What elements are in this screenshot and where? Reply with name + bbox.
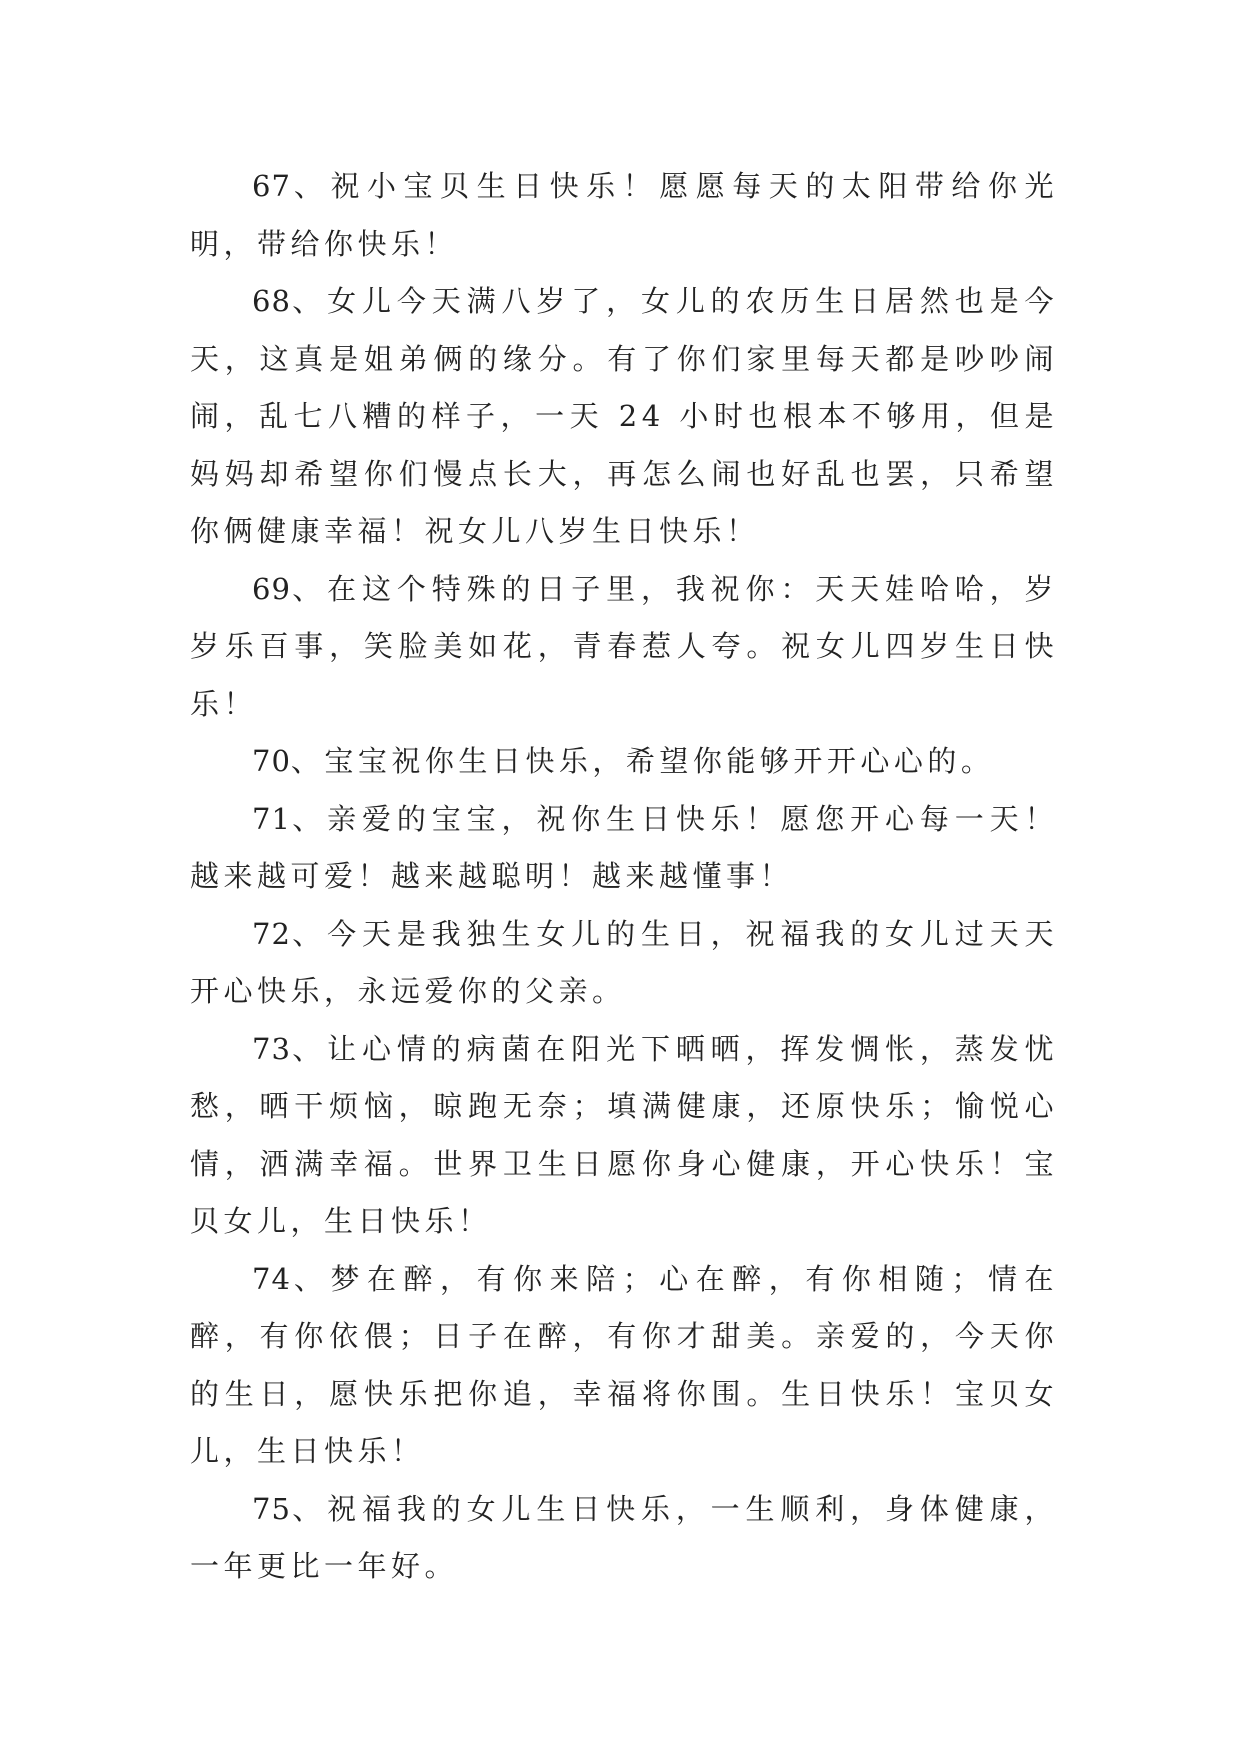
paragraph-text: 、梦在醉，有你来陪；心在醉，有你相随；情在醉，有你依偎；日子在醉，有你才甜美。亲爱的，今天你的生日，愿快乐把你追，幸福将你围。生日快乐！宝贝女儿，生日快乐！ bbox=[190, 1261, 1058, 1468]
paragraph-text: 、让心情的病菌在阳光下晒晒，挥发惆怅，蒸发忧愁，晒干烦恼，晾跑无奈；填满健康，还原快乐；愉悦心情，洒满幸福。世界卫生日愿你身心健康，开心快乐！宝贝女儿，生日快乐！ bbox=[190, 1031, 1058, 1238]
paragraph-text: 、祝福我的女儿生日快乐，一生顺利，身体健康，一年更比一年好。 bbox=[190, 1491, 1058, 1583]
paragraph-68 bbox=[190, 273, 1058, 561]
paragraph-71 bbox=[190, 791, 1058, 906]
paragraph-number: 68 bbox=[252, 284, 291, 318]
paragraph-number: 70 bbox=[252, 744, 291, 778]
paragraph-text: 、祝小宝贝生日快乐！愿愿每天的太阳带给你光明，带给你快乐！ bbox=[190, 169, 1058, 261]
paragraph-75 bbox=[190, 1481, 1058, 1596]
paragraph-number: 73 bbox=[252, 1031, 291, 1066]
paragraph-text: 、女儿今天满八岁了，女儿的农历生日居然也是今天，这真是姐弟俩的缘分。有了你们家里每天都是吵吵闹闹，乱七八糟的样子，一天 24 小时也根本不够用，但是妈妈却希望你们慢点长大，再怎么闹也好乱也罢，只希望你俩健康幸福！祝女儿八岁生日快乐！ bbox=[190, 284, 1058, 548]
paragraph-74 bbox=[190, 1251, 1058, 1481]
paragraph-69 bbox=[190, 561, 1058, 734]
paragraph-text: 、亲爱的宝宝，祝你生日快乐！愿您开心每一天！越来越可爱！越来越聪明！越来越懂事！ bbox=[190, 801, 1058, 893]
paragraph-text: 、今天是我独生女儿的生日，祝福我的女儿过天天开心快乐，永远爱你的父亲。 bbox=[190, 916, 1058, 1008]
paragraph-text: 、宝宝祝你生日快乐，希望你能够开开心心的。 bbox=[290, 744, 995, 778]
paragraph-number: 71 bbox=[252, 801, 291, 836]
paragraph-text: 、在这个特殊的日子里，我祝你：天天娃哈哈，岁岁乐百事，笑脸美如花，青春惹人夸。祝女儿四岁生日快乐！ bbox=[190, 571, 1058, 721]
paragraph-number: 74 bbox=[252, 1261, 291, 1296]
paragraph-number: 67 bbox=[252, 169, 291, 203]
paragraph-72 bbox=[190, 906, 1058, 1021]
paragraph-70 bbox=[190, 733, 1058, 791]
paragraph-73 bbox=[190, 1021, 1058, 1251]
document-body bbox=[190, 158, 1058, 1596]
paragraph-number: 69 bbox=[252, 571, 291, 606]
paragraph-number: 72 bbox=[252, 916, 291, 951]
paragraph-67 bbox=[190, 158, 1058, 273]
paragraph-number: 75 bbox=[252, 1491, 291, 1526]
